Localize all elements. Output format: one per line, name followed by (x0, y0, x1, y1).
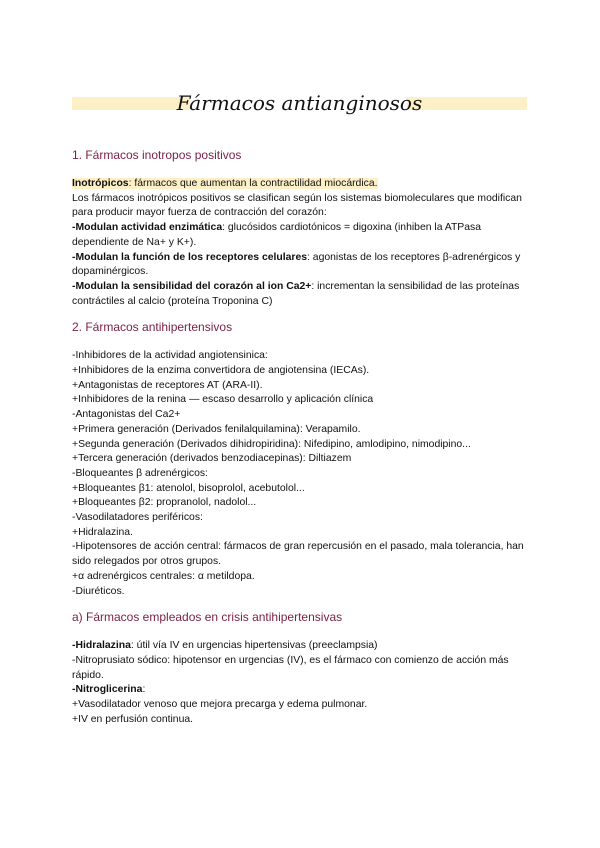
bullet-calcio (72, 280, 532, 309)
list-line: +Primera generación (Derivados fenilalquilamina): Verapamilo. (72, 423, 361, 435)
crisis-text: : útil vía IV en urgencias hipertensivas (preeclampsia) (130, 640, 378, 652)
bullet-text: : incrementan la sensibilidad de las proteínas contráctiles al calcio (proteína Troponina C) (72, 280, 520, 307)
section-heading-antihipertensivos: 2. Fármacos antihipertensivos (72, 320, 233, 335)
crisis-nitroglicerina (72, 683, 532, 698)
title-area (72, 86, 527, 120)
list-line: +Inhibidores de la enzima convertidora de angiotensina (IECAs). (72, 365, 370, 377)
bullet-receptores (72, 251, 532, 280)
crisis-term: -Hidralazina (72, 640, 131, 652)
list-line: -Hipotensores de acción central: fármacos de gran repercusión en el pasado, mala tolerancia, han sido relegados por otros grupos. (72, 541, 524, 568)
crisis-subitem: +Vasodilatador venoso que mejora precarga y edema pulmonar. (72, 699, 368, 711)
list-line: +Tercera generación (derivados benzodiacepinas): Diltiazem (72, 453, 352, 465)
list-line: +Hidralazina. (72, 526, 133, 538)
list-line: -Antagonistas del Ca2+ (72, 409, 181, 421)
crisis-text: : (142, 684, 146, 696)
crisis-hidralazina (72, 639, 532, 654)
definition-text: : fármacos que aumentan la contractilidad miocárdica. (128, 178, 378, 189)
list-line: +α adrenérgicos centrales: α metildopa. (72, 570, 255, 582)
list-line: -Inhibidores de la actividad angiotensinica: (72, 350, 268, 362)
intro-paragraph: Los fármacos inotrópicos positivos se clasifican según los sistemas biomoleculares que modifican para producir mayor fuerza de contracción del corazón: (72, 192, 522, 219)
document-body (72, 147, 532, 728)
list-line: +Bloqueantes β1: atenolol, bisoprolol, acebutolol... (72, 482, 305, 494)
list-line: +Inhibidores de la renina — escaso desarrollo y aplicación clínica (72, 394, 374, 406)
list-line: -Bloqueantes β adrenérgicos: (72, 467, 208, 479)
section-heading-crisis: a) Fármacos empleados en crisis antihipertensivas (72, 610, 343, 625)
list-line: +Antagonistas de receptores AT (ARA-II). (72, 379, 263, 391)
list-line: +Segunda generación (Derivados dihidropiridina): Nifedipino, amlodipino, nimodipino... (72, 438, 471, 450)
definition-line (72, 177, 532, 192)
bullet-enzimatica (72, 221, 532, 250)
bullet-text: : agonistas de los receptores β-adrenérgicos y dopaminérgicos. (72, 251, 521, 278)
definition-highlight (72, 178, 378, 189)
list-line: -Diuréticos. (72, 585, 125, 597)
bullet-term: -Modulan actividad enzimática (72, 222, 223, 234)
bullet-text: : glucósidos cardiotónicos = digoxina (inhiben la ATPasa dependiente de Na+ y K+). (72, 222, 481, 248)
bullet-term: -Modulan la sensibilidad del corazón al ion Ca2+ (72, 280, 312, 292)
crisis-subitem: +IV en perfusión continua. (72, 713, 194, 725)
list-line: -Vasodilatadores periféricos: (72, 512, 203, 524)
crisis-term: -Nitroglicerina (72, 684, 143, 696)
page-title: Fármacos antianginosos (176, 91, 423, 115)
list-line: +Bloqueantes β2: propranolol, nadolol... (72, 497, 257, 509)
bullet-term: -Modulan la función de los receptores celulares (72, 251, 308, 263)
section-heading-inotropos: 1. Fármacos inotropos positivos (72, 148, 242, 162)
definition-term: Inotrópicos (72, 178, 129, 189)
crisis-nitroprusiato: -Nitroprusiato sódico: hipotensor en urgencias (IV), es el fármaco con comienzo de acción más rápido. (72, 654, 509, 681)
